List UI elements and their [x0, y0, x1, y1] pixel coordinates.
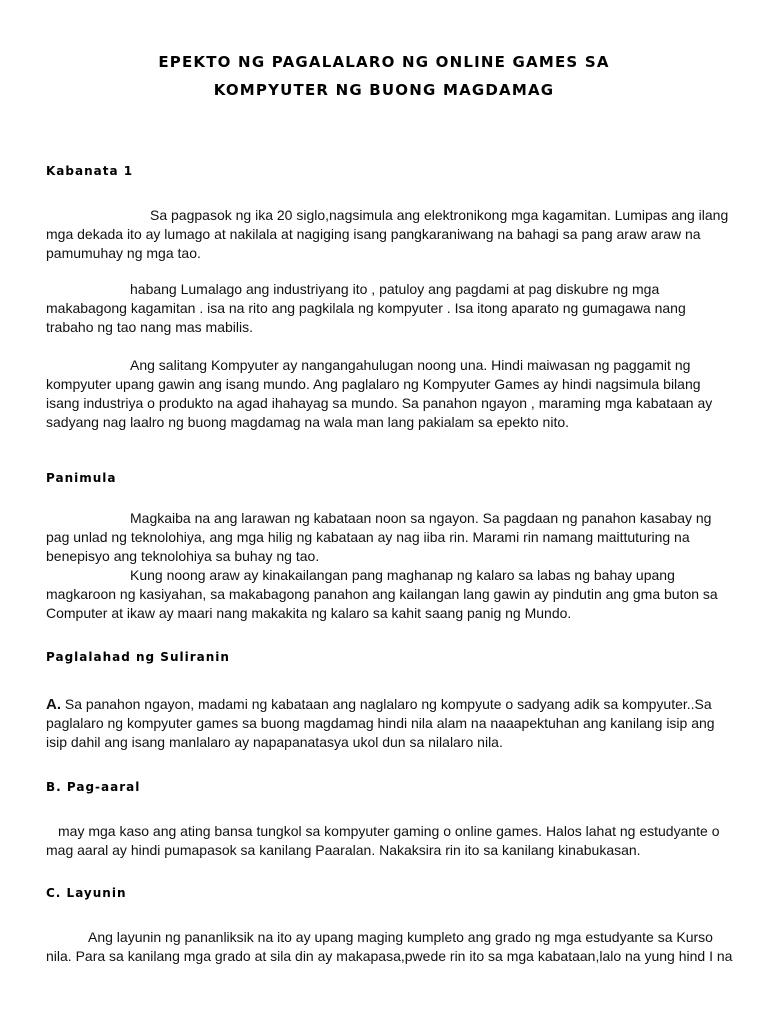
text-line: may mga kaso ang ating bansa tungkol sa kompyuter gaming o online games. Halos lahat ng estudyante o: [58, 823, 720, 839]
text-fragment: Sa panahon ngayon, madami ng kabataan ang naglalaro ng kompyute o sadyang adik sa kompyuter..Sa: [61, 696, 712, 712]
text-line: makabagong kagamitan . isa na rito ang pagkilala ng kompyuter . Isa itong aparato ng gumagawa nang: [46, 300, 686, 316]
text-line: benepisyo ang teknolohiya sa buhay ng tao.: [46, 548, 320, 564]
section-heading-paglalahad: Paglalahad ng Suliranin: [46, 650, 230, 664]
text-line: pamumuhay ng mga tao.: [46, 245, 201, 261]
text-line: Computer at ikaw ay maari nang makakita ng kalaro sa kahit saang panig ng Mundo.: [46, 605, 572, 621]
kabanata-paragraph-2: [46, 280, 726, 337]
section-heading-layunin: C. Layunin: [46, 886, 127, 900]
text-line: pag unlad ng teknolohiya, ang mga hilig ng kabataan ay nag iiba rin. Marami rin namang maittuturing na: [46, 529, 690, 545]
text-line: nila. Para sa kanilang mga grado at sila din ay makapasa,pwede rin ito sa mga kabataan,lalo na yung hind I na: [46, 948, 733, 964]
section-heading-pagaaral: B. Pag-aaral: [46, 780, 141, 794]
text-line: magkaroon ng kasiyahan, sa makabagong panahon ang kailangan lang gawin ay pindutin ang gma buton sa: [46, 586, 718, 602]
section-heading-panimula: Panimula: [46, 471, 117, 485]
text-line: kompyuter upang gawin ang isang mundo. Ang paglalaro ng Kompyuter Games ay hindi nagsimula bilang: [46, 376, 701, 392]
text-line: sadyang nag laalro ng buong magdamag na wala man lang pakialam sa epekto nito.: [46, 414, 570, 430]
text-line: isang industriya o produkto na agad ihahayag sa mundo. Sa panahon ngayon , maraming mga kabataan ay: [46, 395, 713, 411]
text-line: Ang layunin ng pananliksik na ito ay upang maging kumpleto ang grado ng mga estudyante sa Kurso: [88, 929, 713, 945]
text-line: Kung noong araw ay kinakailangan pang maghanap ng kalaro sa labas ng bahay upang: [130, 567, 675, 583]
text-line: Magkaiba na ang larawan ng kabataan noon sa ngayon. Sa pagdaan ng panahon kasabay ng: [130, 510, 712, 526]
text-line: Sa pagpasok ng ika 20 siglo,nagsimula ang elektronikong mga kagamitan. Lumipas ang ilang: [150, 207, 729, 223]
text-line: [46, 695, 726, 714]
paglalahad-paragraph: [46, 695, 726, 752]
text-line: trabaho ng tao nang mas mabilis.: [46, 319, 254, 335]
panimula-paragraph: [46, 509, 726, 623]
layunin-paragraph: [46, 928, 733, 966]
pagaaral-paragraph: [46, 822, 726, 860]
text-line: mga dekada ito ay lumago at nakilala at nagiging isang pangkaraniwang na bahagi sa pang araw araw na: [46, 226, 701, 242]
item-label-a: A.: [46, 696, 61, 713]
text-line: habang Lumalago ang industriyang ito , patuloy ang pagdami at pag diskubre ng mga: [130, 281, 660, 297]
kabanata-paragraph-3: [46, 356, 726, 432]
section-heading-kabanata: Kabanata 1: [46, 164, 134, 178]
text-line: isip dahil ang isang manlalaro ay napapanatasya ukol dun sa nilalaro nila.: [46, 734, 503, 750]
document-title-line-1: EPEKTO NG PAGALALARO NG ONLINE GAMES SA: [158, 53, 610, 71]
text-line: mag aaral ay hindi pumapasok sa kanilang Paaralan. Nakaksira rin ito sa kanilang kinabukasan.: [46, 842, 641, 858]
text-line: Ang salitang Kompyuter ay nangangahulugan noong una. Hindi maiwasan ng paggamit ng: [130, 357, 691, 373]
text-line: paglalaro ng kompyuter games sa buong magdamag hindi nila alam na naaapektuhan ang kanilang isip ang: [46, 715, 715, 731]
document-title-line-2: KOMPYUTER NG BUONG MAGDAMAG: [213, 81, 555, 99]
kabanata-paragraph-1: [46, 206, 729, 263]
